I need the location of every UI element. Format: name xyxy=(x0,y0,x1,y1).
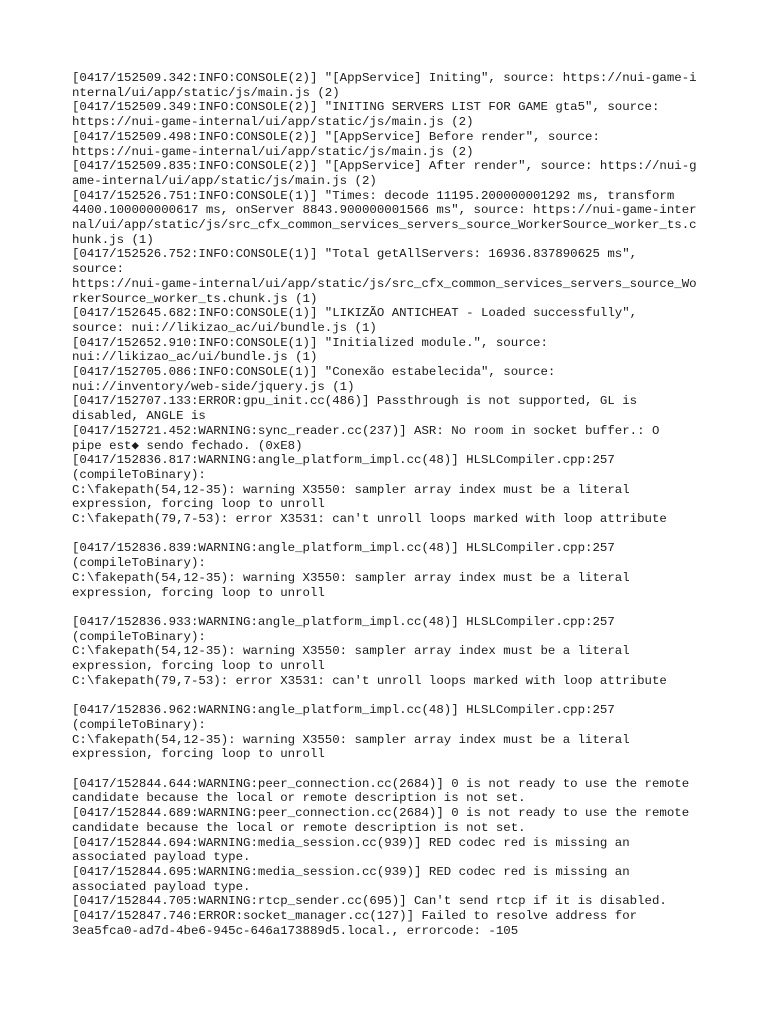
log-output xyxy=(72,71,702,938)
log-line: [0417/152847.746:ERROR:socket_manager.cc(127)] Failed to resolve address for 3ea5fca0-ad7d-4be6-945c-646a173889d5.local., errorcode: -105 xyxy=(72,909,638,938)
log-line: C:\fakepath(54,12-35): warning X3550: sampler array index must be a literal expression, forcing loop to unroll xyxy=(72,644,630,674)
log-line: C:\fakepath(54,12-35): warning X3550: sampler array index must be a literal expression, forcing loop to unroll xyxy=(72,570,630,600)
blank-line xyxy=(72,762,702,777)
log-line: [0417/152836.962:WARNING:angle_platform_impl.cc(48)] HLSLCompiler.cpp:257 (compileToBinary): xyxy=(72,703,615,732)
log-line: [0417/152509.342:INFO:CONSOLE(2)] "[AppService] Initing", source: https://nui-game-internal/ui/app/static/js/main.js (2) xyxy=(72,71,697,100)
log-line: [0417/152509.349:INFO:CONSOLE(2)] "INITING SERVERS LIST FOR GAME gta5", source: https://nui-game-internal/ui/app/static/js/main.js (2) xyxy=(72,100,660,130)
log-line: [0417/152844.694:WARNING:media_session.cc(939)] RED codec red is missing an associated payload type. xyxy=(72,835,630,865)
log-line: [0417/152844.695:WARNING:media_session.cc(939)] RED codec red is missing an associated payload type. xyxy=(72,864,630,894)
log-line: [0417/152844.689:WARNING:peer_connection.cc(2684)] 0 is not ready to use the remote candidate because the local or remote description is not set. xyxy=(72,806,690,835)
log-line: [0417/152526.752:INFO:CONSOLE(1)] "Total getAllServers: 16936.837890625 ms", source: https://nui-game-internal/ui/app/static/js/src_cfx_common_services_servers_source_WorkerSource_worker_ts.chunk.js (1) xyxy=(72,247,697,306)
log-line: [0417/152836.839:WARNING:angle_platform_impl.cc(48)] HLSLCompiler.cpp:257 (compileToBinary): xyxy=(72,541,615,571)
log-line: C:\fakepath(79,7-53): error X3531: can't unroll loops marked with loop attribute xyxy=(72,512,667,527)
log-line: [0417/152836.933:WARNING:angle_platform_impl.cc(48)] HLSLCompiler.cpp:257 (compileToBinary): xyxy=(72,614,615,644)
log-line: [0417/152509.835:INFO:CONSOLE(2)] "[AppService] After render", source: https://nui-game-internal/ui/app/static/js/main.js (2) xyxy=(72,159,697,188)
log-line: [0417/152721.452:WARNING:sync_reader.cc(237)] ASR: No room in socket buffer.: O pipe est◆ sendo fechado. (0xE8) xyxy=(72,423,660,453)
log-line: [0417/152836.817:WARNING:angle_platform_impl.cc(48)] HLSLCompiler.cpp:257 (compileToBinary): xyxy=(72,453,615,482)
log-line: C:\fakepath(54,12-35): warning X3550: sampler array index must be a literal expression, forcing loop to unroll xyxy=(72,732,630,762)
log-line: C:\fakepath(54,12-35): warning X3550: sampler array index must be a literal expression, forcing loop to unroll xyxy=(72,482,630,512)
log-line: C:\fakepath(79,7-53): error X3531: can't unroll loops marked with loop attribute xyxy=(72,673,667,688)
blank-line xyxy=(72,600,702,615)
log-line: [0417/152844.705:WARNING:rtcp_sender.cc(695)] Can't send rtcp if it is disabled. xyxy=(72,894,667,909)
blank-line xyxy=(72,689,702,704)
log-line: [0417/152705.086:INFO:CONSOLE(1)] "Conexão estabelecida", source: nui://inventory/web-side/jquery.js (1) xyxy=(72,365,556,394)
log-line: [0417/152526.751:INFO:CONSOLE(1)] "Times: decode 11195.200000001292 ms, transform 4400.100000000617 ms, onServer 8843.900000001566 ms", source: https://nui-game-internal/ui/app/static/js/src_cfx_common_services_servers_source_WorkerSource_worker_ts.chunk.js (1) xyxy=(72,188,697,247)
blank-line xyxy=(72,527,702,542)
log-line: [0417/152844.644:WARNING:peer_connection.cc(2684)] 0 is not ready to use the remote candidate because the local or remote description is not set. xyxy=(72,776,690,806)
log-line: [0417/152707.133:ERROR:gpu_init.cc(486)] Passthrough is not supported, GL is disabled, ANGLE is xyxy=(72,394,638,424)
log-line: [0417/152645.682:INFO:CONSOLE(1)] "LIKIZÃO ANTICHEAT - Loaded successfully", source: nui://likizao_ac/ui/bundle.js (1) xyxy=(72,306,638,335)
log-line: [0417/152509.498:INFO:CONSOLE(2)] "[AppService] Before render", source: https://nui-game-internal/ui/app/static/js/main.js (2) xyxy=(72,129,600,159)
log-line: [0417/152652.910:INFO:CONSOLE(1)] "Initialized module.", source: nui://likizao_ac/ui/bundle.js (1) xyxy=(72,335,548,365)
